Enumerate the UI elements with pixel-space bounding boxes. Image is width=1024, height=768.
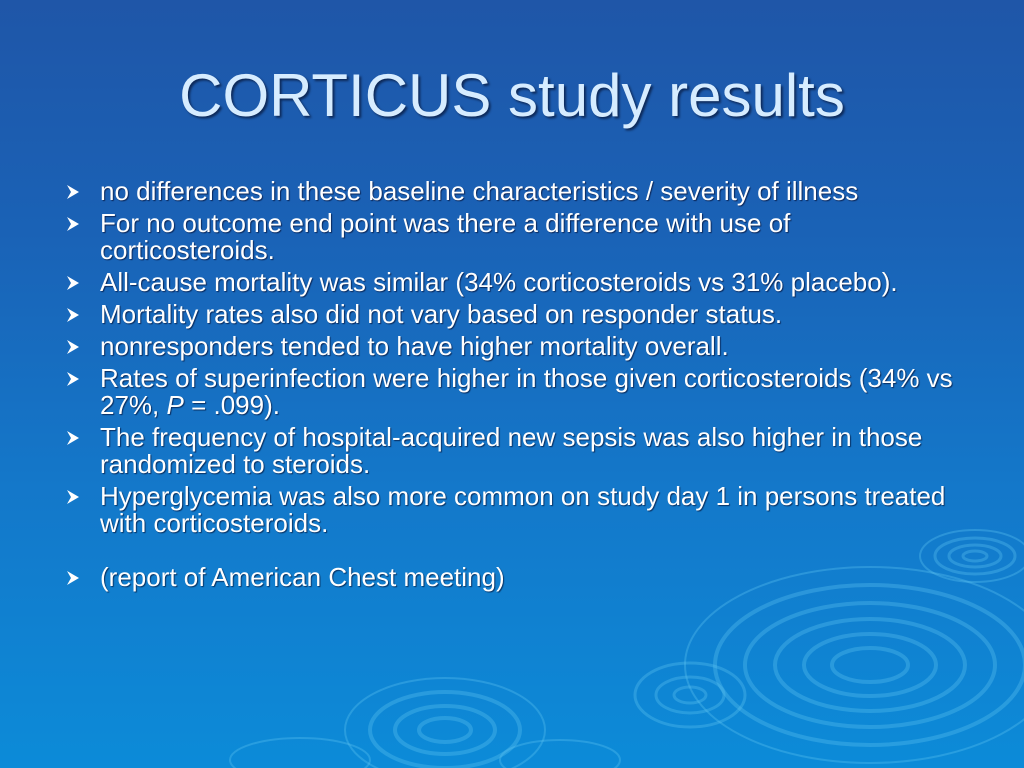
bullet-text-part: Rates of superinfection were higher in those given corticosteroids (34% vs 27%, <box>100 363 953 420</box>
bullet-item <box>62 483 962 537</box>
slide-title: CORTICUS study results <box>179 62 845 129</box>
arrowhead-bullet-icon <box>64 367 84 391</box>
bullet-item <box>62 301 962 328</box>
bullet-text: (report of American Chest meeting) <box>100 562 505 592</box>
arrowhead-bullet-icon <box>64 212 84 236</box>
bullet-text: The frequency of hospital-acquired new sepsis was also higher in those randomized to steroids. <box>100 422 923 479</box>
bullet-text: Mortality rates also did not vary based on responder status. <box>100 299 783 329</box>
arrowhead-bullet-icon <box>64 271 84 295</box>
bullet-item <box>62 564 962 591</box>
bullet-item <box>62 333 962 360</box>
bullet-text: For no outcome end point was there a difference with use of corticosteroids. <box>100 208 791 265</box>
bullet-text-part: = .099). <box>183 390 280 420</box>
bullet-text: nonresponders tended to have higher mortality overall. <box>100 331 729 361</box>
arrowhead-bullet-icon <box>64 426 84 450</box>
arrowhead-bullet-icon <box>64 180 84 204</box>
bullet-item <box>62 178 962 205</box>
bullet-text: no differences in these baseline characteristics / severity of illness <box>100 176 859 206</box>
bullet-item <box>62 269 962 296</box>
arrowhead-bullet-icon <box>64 303 84 327</box>
bullet-item <box>62 365 962 419</box>
bullet-list <box>62 178 962 596</box>
arrowhead-bullet-icon <box>64 485 84 509</box>
bullet-text: Hyperglycemia was also more common on study day 1 in persons treated with corticosteroids. <box>100 481 946 538</box>
bullet-item <box>62 424 962 478</box>
bullet-text: All-cause mortality was similar (34% corticosteroids vs 31% placebo). <box>100 267 898 297</box>
p-value-symbol: P <box>166 390 184 420</box>
bullet-item <box>62 210 962 264</box>
arrowhead-bullet-icon <box>64 335 84 359</box>
arrowhead-bullet-icon <box>64 566 84 590</box>
bullet-text <box>100 363 953 420</box>
